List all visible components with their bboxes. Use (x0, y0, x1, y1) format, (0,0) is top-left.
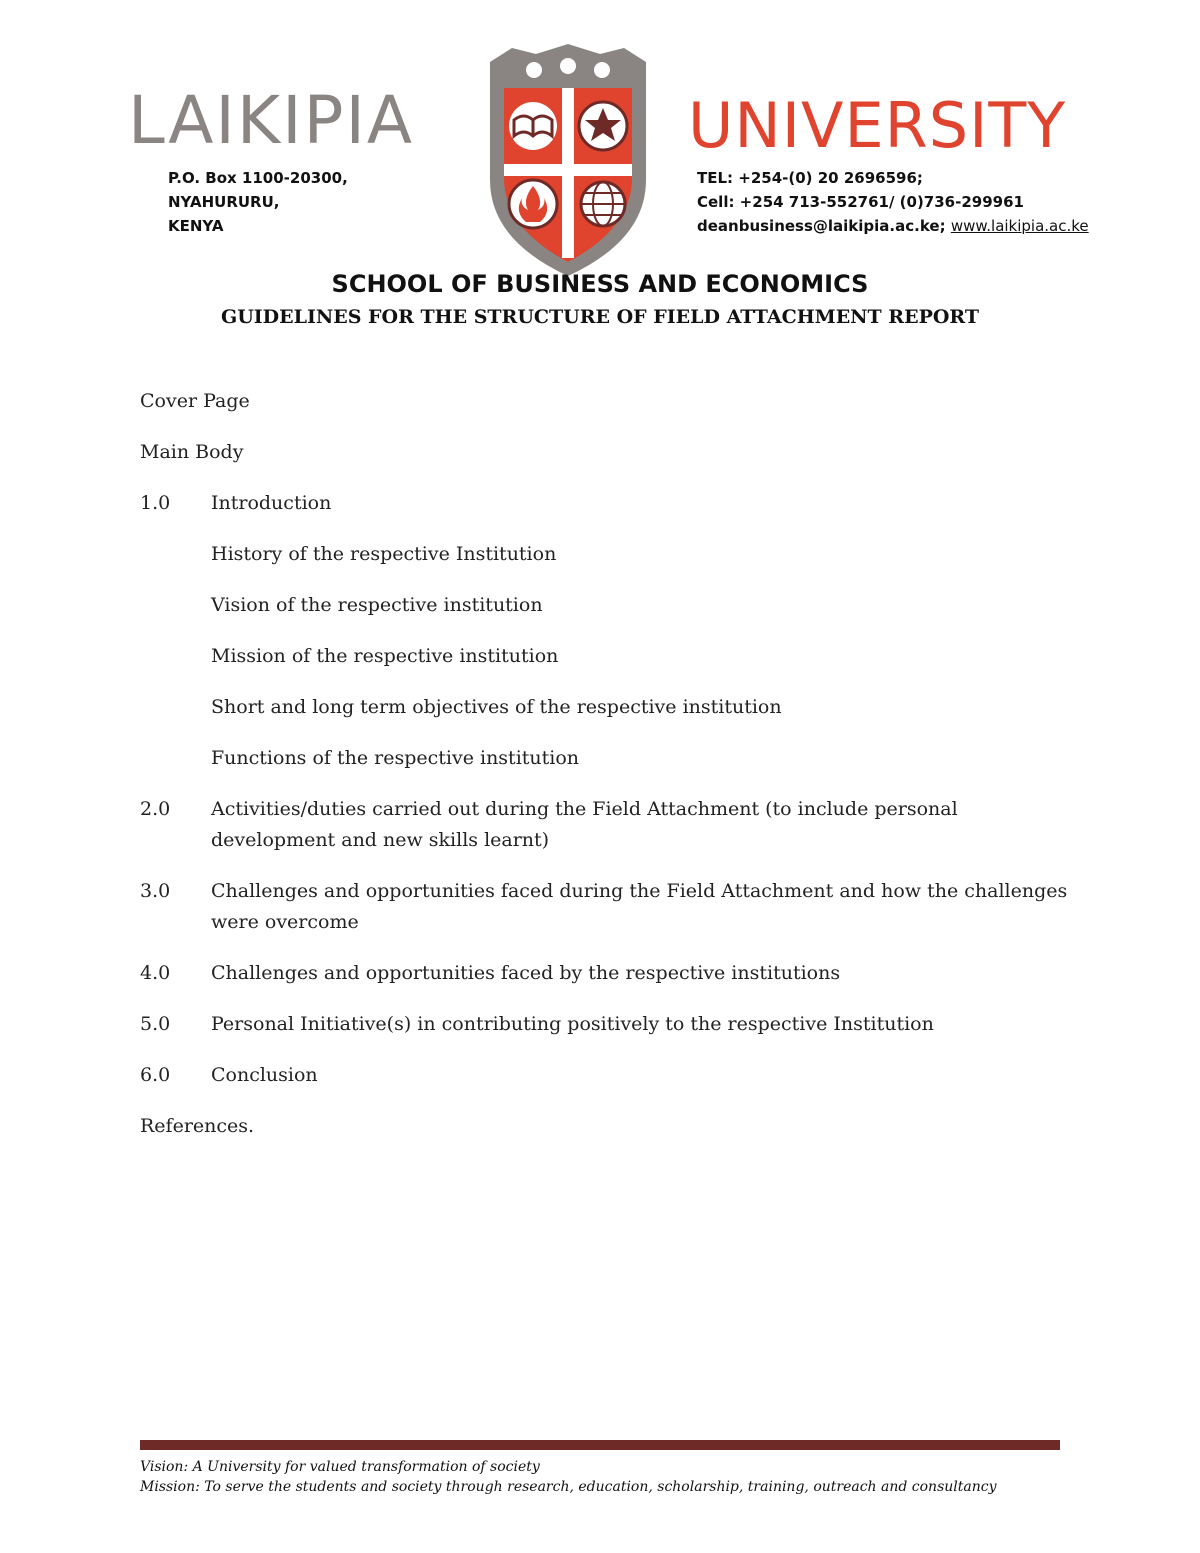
vision-statement: Vision: A University for valued transformation of society (140, 1459, 540, 1475)
section-item (140, 794, 1070, 856)
wordmark-university: UNIVERSITY (688, 89, 1067, 162)
telephone: TEL: +254-(0) 20 2696596; (697, 169, 923, 187)
cell-phone: Cell: +254 713-552761/ (0)736-299961 (697, 193, 1024, 211)
address-line: NYAHURURU, (168, 193, 280, 211)
email: deanbusiness@laikipia.ac.ke; (697, 217, 946, 235)
address-line: P.O. Box 1100-20300, (168, 169, 348, 187)
section-text: Introduction (211, 492, 332, 514)
section-number: 4.0 (140, 962, 171, 984)
section-text: Challenges and opportunities faced by the respective institutions (211, 962, 841, 984)
section-item (140, 876, 1070, 938)
email-and-website (697, 214, 1089, 238)
postal-address (168, 166, 348, 238)
section-number: 5.0 (140, 1013, 171, 1035)
section-item (140, 1009, 1070, 1040)
website-link[interactable]: www.laikipia.ac.ke (950, 217, 1089, 235)
intro-subitem: Mission of the respective institution (211, 645, 559, 667)
report-structure (140, 386, 1070, 1162)
mission-statement: Mission: To serve the students and society through research, education, scholarship, training, outreach and consultancy (140, 1479, 997, 1495)
section-text: Activities/duties carried out during the Field Attachment (to include personal development and new skills learnt) (211, 798, 958, 851)
address-line: KENYA (168, 217, 224, 235)
intro-subitem: History of the respective Institution (211, 543, 557, 565)
contact-details (697, 166, 1089, 238)
document-title: GUIDELINES FOR THE STRUCTURE OF FIELD ATTACHMENT REPORT (220, 306, 980, 328)
section-number: 3.0 (140, 880, 171, 902)
university-crest-logo (484, 40, 652, 280)
main-body-item: Main Body (140, 441, 244, 463)
intro-subitem: Vision of the respective institution (211, 594, 543, 616)
section-item (140, 1060, 1070, 1091)
section-item (140, 958, 1070, 989)
intro-subitem: Short and long term objectives of the respective institution (211, 696, 782, 718)
section-number: 1.0 (140, 492, 171, 514)
star-icon (579, 102, 627, 150)
footer (140, 1457, 1080, 1497)
references-item: References. (140, 1115, 255, 1137)
intro-subitem: Functions of the respective institution (211, 747, 580, 769)
section-item (140, 488, 1070, 519)
flame-icon (509, 180, 557, 228)
section-text: Conclusion (211, 1064, 318, 1086)
section-number: 6.0 (140, 1064, 171, 1086)
open-book-icon (509, 102, 557, 150)
section-text: Challenges and opportunities faced during the Field Attachment and how the challenges were overcome (211, 880, 1068, 933)
globe-icon (581, 182, 625, 226)
section-text: Personal Initiative(s) in contributing positively to the respective Institution (211, 1013, 934, 1035)
cover-page-item: Cover Page (140, 390, 250, 412)
wordmark-laikipia: LAIKIPIA (128, 82, 415, 159)
footer-divider (140, 1440, 1060, 1450)
section-number: 2.0 (140, 798, 171, 820)
school-title: SCHOOL OF BUSINESS AND ECONOMICS (331, 270, 869, 298)
